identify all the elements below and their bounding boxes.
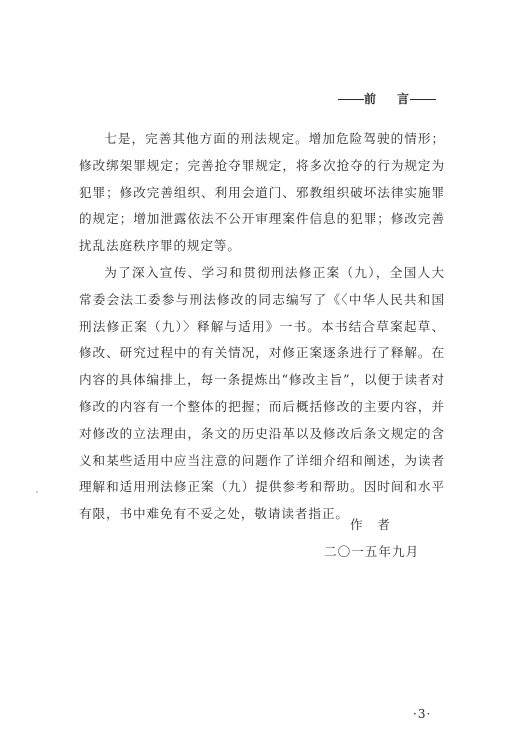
page-number: ·3· [413, 707, 432, 721]
header-char-1: 前 [363, 92, 377, 106]
signature-date: 二〇一五年九月 [324, 544, 420, 559]
header-rule-left [338, 99, 364, 100]
paragraph-2: 为了深入宣传、学习和贯彻刑法修正案（九），全国人大常委会法工委参与刑法修改的同志编写了《〈中华人民共和国刑法修正案（九）〉释解与适用》一书。本书结合草案起草、修改、研究过程中的有关情况，对修正案逐条进行了释解。在内容的具体编排上，每一条提炼出“修改主旨”，以便于读者对修改的内容有一个整体的把握；而后概括修改的主要内容，并对修改的立法理由，条文的历史沿革以及修改后条文规定的含义和某些适用中应当注意的问题作了详细介绍和阐述，为读者理解和适用刑法修正案（九）提供参考和帮助。因时间和水平有限，书中难免有不妥之处，敬请读者指正。 [79, 264, 445, 522]
header-rule-right [410, 99, 436, 100]
paragraph-1: 七是，完善其他方面的刑法规定。增加危险驾驶的情形；修改绑架罪规定；完善抢夺罪规定，将多次抢夺的行为规定为犯罪；修改完善组织、利用会道门、邪教组织破坏法律实施罪的规定；增加泄露依法不公开审理案件信息的犯罪；修改完善扰乱法庭秩序罪的规定等。 [79, 131, 445, 254]
author-signature: 作 者 [350, 517, 391, 532]
scan-speck [36, 491, 38, 493]
body-text [79, 126, 445, 528]
running-header [338, 90, 436, 107]
header-char-2: 言 [396, 92, 410, 106]
